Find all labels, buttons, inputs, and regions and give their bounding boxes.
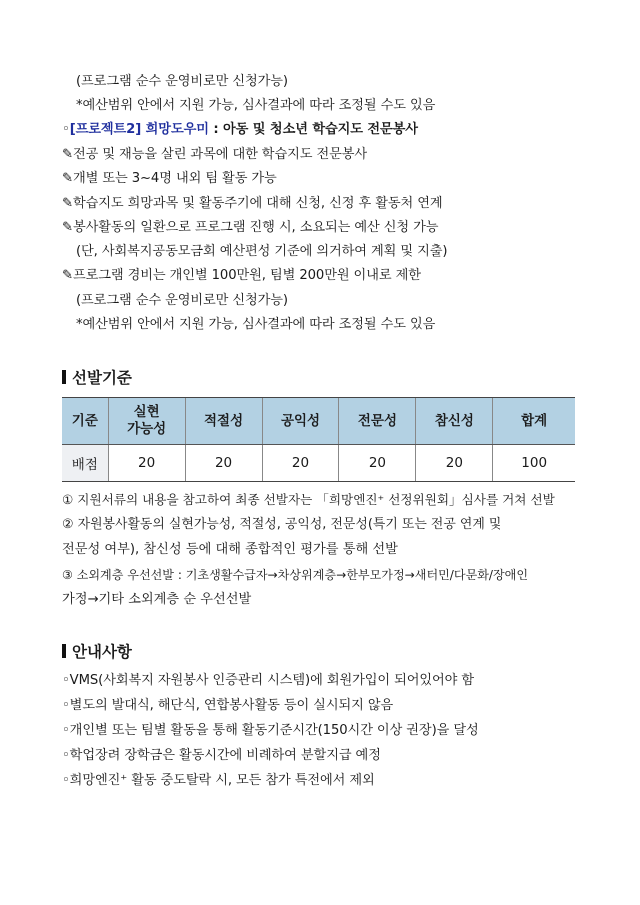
- selection-heading: [62, 366, 132, 388]
- bullet: ◦: [62, 122, 70, 137]
- table-cell: 20: [339, 445, 416, 482]
- info-item: ◦별도의 발대식, 해단식, 연합봉사활동 등이 실시되지 않음: [62, 698, 394, 713]
- table-header-cell: 참신성: [416, 398, 493, 445]
- info-item: ◦희망엔진⁺ 활동 중도탈락 시, 모든 참가 특전에서 제외: [62, 773, 375, 788]
- table-cell: 20: [185, 445, 262, 482]
- table-header-cell: 적절성: [185, 398, 262, 445]
- info-item: ◦VMS(사회복지 자원봉사 인증관리 시스템)에 회원가입이 되어있어야 함: [62, 673, 475, 688]
- table-cell: 20: [416, 445, 493, 482]
- table-row: [62, 445, 575, 482]
- p1-note-budget: *예산범위 안에서 지원 가능, 심사결과에 따라 조정될 수도 있음: [76, 98, 436, 113]
- selection-note: ① 지원서류의 내용을 참고하여 최종 선발자는 「희망엔진⁺ 선정위원회」심사를 거쳐 선발: [62, 492, 555, 507]
- project2-item: ✎전공 및 재능을 살린 과목에 대한 학습지도 전문봉사: [62, 147, 368, 162]
- info-item: ◦학업장려 장학금은 활동시간에 비례하여 분할지급 예정: [62, 748, 381, 763]
- table-header-cell: 합계: [493, 398, 575, 445]
- project2-item: *예산범위 안에서 지원 가능, 심사결과에 따라 조정될 수도 있음: [76, 317, 436, 332]
- project2-title: [62, 121, 418, 139]
- table-header-row: [62, 398, 575, 445]
- selection-heading-text: 선발기준: [72, 369, 132, 387]
- table-header-cell: 전문성: [339, 398, 416, 445]
- project2-item: (단, 사회복지공동모금회 예산편성 기준에 의거하여 계획 및 지출): [76, 244, 448, 259]
- selection-note: 전문성 여부), 참신성 등에 대해 종합적인 평가를 통해 선발: [62, 542, 398, 557]
- project2-item: ✎학습지도 희망과목 및 활동주기에 대해 신청, 신정 후 활동처 연계: [62, 196, 443, 211]
- table-header-cell: 기준: [62, 398, 108, 445]
- selection-note: 가정→기타 소외계층 순 우선선발: [62, 592, 252, 607]
- info-item: ◦개인별 또는 팀별 활동을 통해 활동기준시간(150시간 이상 권장)을 달성: [62, 723, 479, 738]
- table-header-cell: 공익성: [262, 398, 339, 445]
- project2-item: (프로그램 순수 운영비로만 신청가능): [76, 293, 288, 308]
- selection-note: ③ 소외계층 우선선발 : 기초생활수급자→차상위계층→한부모가정→새터민/다문화/장애인: [62, 568, 529, 582]
- table-cell: 20: [108, 445, 185, 482]
- project2-item: ✎프로그램 경비는 개인별 100만원, 팀별 200만원 이내로 제한: [62, 268, 421, 283]
- project2-title-rest: : 아동 및 청소년 학습지도 전문봉사: [208, 122, 418, 137]
- table-header-cell: 실현 가능성: [108, 398, 185, 445]
- selection-note: ② 자원봉사활동의 실현가능성, 적절성, 공익성, 전문성(특기 또는 전공 연계 및: [62, 517, 502, 532]
- table-cell: 20: [262, 445, 339, 482]
- info-heading-text: 안내사항: [72, 643, 132, 661]
- info-heading: [62, 640, 132, 662]
- project2-tag: [프로젝트2] 희망도우미: [69, 122, 209, 137]
- p1-note-operating: (프로그램 순수 운영비로만 신청가능): [76, 74, 288, 89]
- selection-criteria-table: [62, 397, 575, 482]
- table-row-label: 배점: [62, 445, 108, 482]
- project2-item: ✎개별 또는 3~4명 내외 팀 활동 가능: [62, 171, 277, 186]
- table-cell: 100: [493, 445, 575, 482]
- heading-marker: [62, 644, 66, 658]
- project2-item: ✎봉사활동의 일환으로 프로그램 진행 시, 소요되는 예산 신청 가능: [62, 220, 439, 235]
- heading-marker: [62, 370, 66, 384]
